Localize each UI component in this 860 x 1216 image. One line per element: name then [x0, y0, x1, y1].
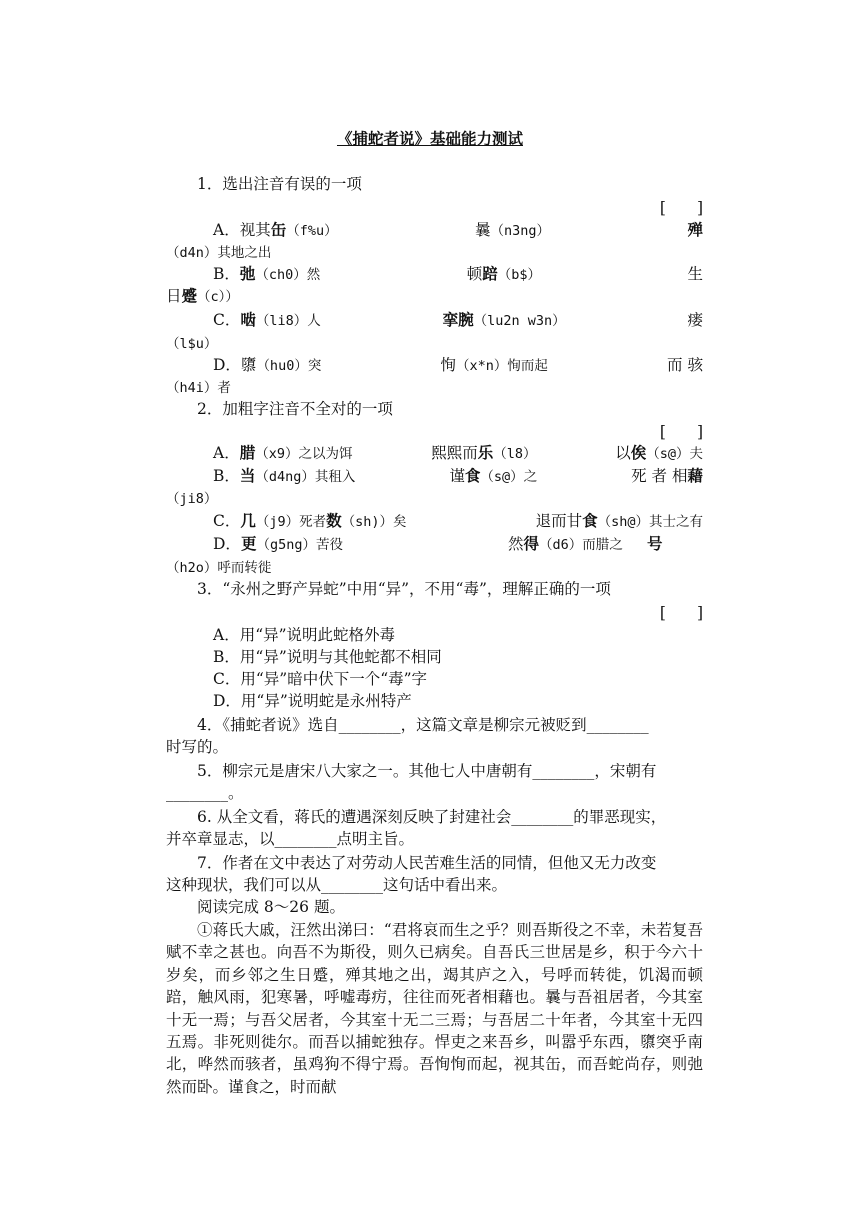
q1-option-d-cont: （h4i）者 — [166, 380, 231, 396]
reading-intro: 阅读完成 8～26 题。 — [197, 898, 345, 916]
q7-line1: 7．作者在文中表达了对劳动人民苦难生活的同情，但他又无力改变 — [197, 854, 657, 872]
q2-option-b[interactable]: B．当（d4ng）其租入 谨食（s@）之 死 者 相藉 — [213, 466, 703, 485]
q3-option-d[interactable]: D．用“异”说明蛇是永州特产 — [213, 692, 412, 710]
q2-option-a[interactable]: A．腊（x9）之以为饵 熙熙而乐（l8） 以俟（s@）夫 — [213, 443, 703, 462]
q1-option-a[interactable]: A．视其缶（f%u） 曩（n3ng） 殚 — [213, 220, 703, 239]
q1-option-b-cont: 日蹙（c）） — [166, 286, 239, 305]
q3-option-b[interactable]: B．用“异”说明与其他蛇都不相同 — [213, 648, 442, 666]
q1-stem: 1．选出注音有误的一项 — [197, 175, 362, 193]
q3-stem: 3．“永州之野产异蛇”中用“异”，不用“毒”，理解正确的一项 — [197, 580, 611, 598]
q2-option-d-cont: （h2o）呼而转徙 — [166, 560, 272, 576]
q2-option-c[interactable]: C．几（j9）死者数（sh)）矣 退而甘食（sh@）其士之有 — [213, 511, 703, 530]
q1-option-c-cont: （l$u） — [166, 336, 218, 352]
q2-option-d[interactable]: D．更（g5ng）苦役 然得（d6）而腊之 号 — [213, 534, 663, 553]
q1-option-b[interactable]: B．弛（ch0）然 顿踣（b$） 生 — [213, 264, 703, 283]
q1-option-c[interactable]: C．啮（li8）人 挛腕（lu2n w3n） 瘘 — [213, 310, 703, 329]
q6-line2: 并卒章显志，以________点明主旨。 — [166, 830, 415, 848]
reading-passage — [166, 919, 703, 1098]
q6-line1: 6. 从全文看，蒋氏的遭遇深刻反映了封建社会________的罪恶现实， — [197, 808, 667, 826]
q1-option-a-cont: （d4n）其地之出 — [166, 245, 272, 261]
q5-line1: 5．柳宗元是唐宋八大家之一。其他七人中唐朝有________，宋朝有 — [197, 762, 657, 780]
q3-option-a[interactable]: A．用“异”说明此蛇格外毒 — [213, 626, 396, 644]
q1-answer-bracket[interactable]: [ ] — [659, 199, 703, 217]
q2-answer-bracket[interactable]: [ ] — [659, 423, 703, 441]
q2-option-b-cont: （ji8） — [166, 491, 218, 507]
q3-option-c[interactable]: C．用“异”暗中伏下一个“毒”字 — [213, 670, 428, 688]
passage-paragraph-1: ①蒋氏大戚，汪然出涕曰：“君将哀而生之乎？则吾斯役之不幸，未若复吾赋不幸之甚也。向吾不为斯役，则久已病矣。自吾氏三世居是乡，积于今六十岁矣，而乡邻之生日蹙，殚其地之出，竭其庐之入，号呼而转徙，饥渴而顿踣，触风雨，犯寒暑，呼嘘毒疠，往往而死者相藉也。曩与吾祖居者，今其室十无一焉；与吾父居者，今其室十无二三焉；与吾居二十年者，今其室十无四五焉。非死则徙尔。而吾以捕蛇独存。悍吏之来吾乡，叫嚣乎东西，隳突乎南北，哗然而骇者，虽鸡狗不得宁焉。吾恂恂而起，视其缶，而吾蛇尚存，则弛然而卧。谨食之，时而献 — [166, 921, 703, 1096]
q2-stem: 2．加粗字注音不全对的一项 — [197, 400, 393, 418]
q5-line2: ________。 — [166, 784, 244, 802]
q4-line2: 时写的。 — [166, 738, 229, 756]
page-title: 《捕蛇者说》基础能力测试 — [336, 129, 523, 148]
q4-line1: 4．《捕蛇者说》选自________，这篇文章是柳宗元被贬到________ — [197, 716, 649, 734]
q1-option-d[interactable]: D．隳（hu0）突 恂（x*n）恂而起 而 骇 — [213, 356, 703, 374]
q3-answer-bracket[interactable]: [ ] — [659, 604, 703, 622]
q7-line2: 这种现状，我们可以从________这句话中看出来。 — [166, 876, 508, 894]
